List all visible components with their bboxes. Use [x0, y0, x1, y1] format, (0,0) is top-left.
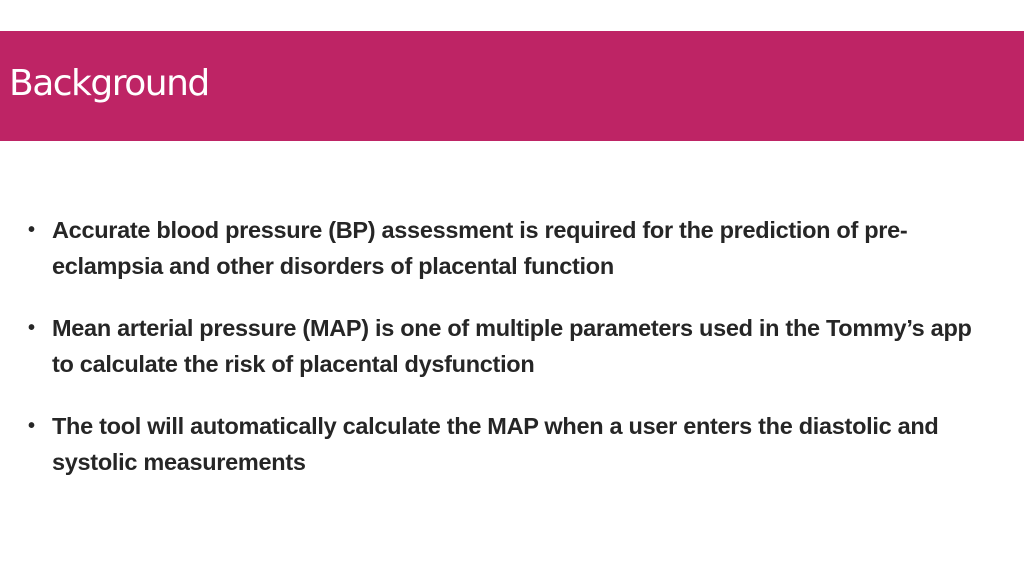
- bullet-item-bp-assessment: [28, 212, 988, 284]
- bullet-dot-icon: •: [28, 415, 35, 437]
- bullet-text: Mean arterial pressure (MAP) is one of multiple parameters used in the Tommy’s app to calculate the risk of placental dysfunction: [52, 315, 972, 377]
- bullet-item-map-parameter: [28, 310, 988, 382]
- bullet-item-auto-calculate: [28, 408, 988, 480]
- slide-title: Background: [9, 63, 209, 104]
- bullet-text: The tool will automatically calculate the MAP when a user enters the diastolic and systolic measurements: [52, 413, 939, 475]
- bullet-dot-icon: •: [28, 219, 35, 241]
- bullet-text: Accurate blood pressure (BP) assessment is required for the prediction of pre-eclampsia and other disorders of placental function: [52, 217, 908, 279]
- bullet-list: [28, 212, 988, 506]
- bullet-dot-icon: •: [28, 317, 35, 339]
